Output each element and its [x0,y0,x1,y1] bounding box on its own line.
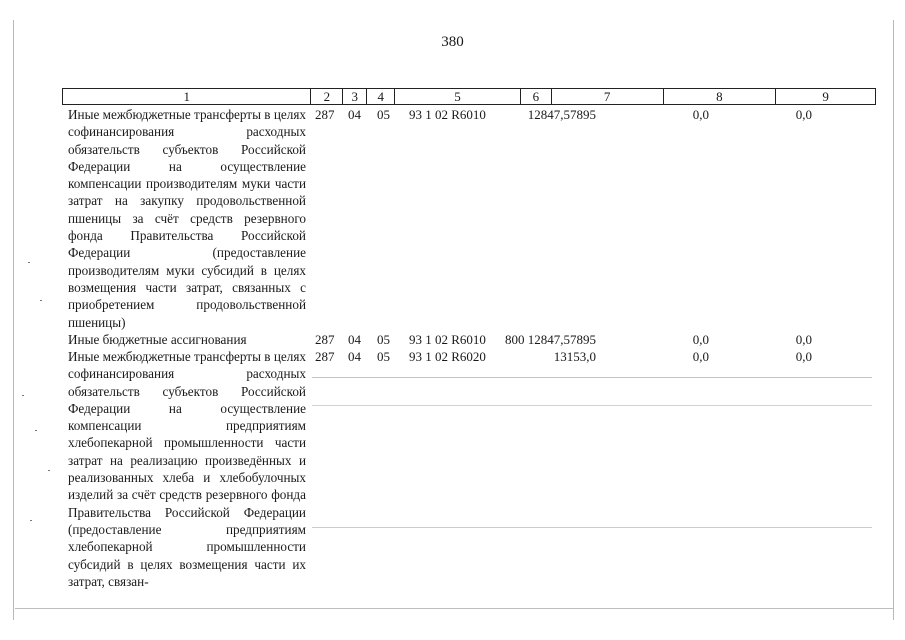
scan-streak [312,527,872,528]
cell-col-5: 93 1 02 R6010 [409,332,486,347]
scan-edge-left [13,20,14,620]
cell-col-4: 05 [377,349,390,364]
cell-col-7: 13153,0 [553,349,596,364]
cell-col-3: 04 [348,332,361,347]
header-col-4: 4 [367,89,395,104]
row-description: Иные бюджетные ассигнования [68,332,247,347]
header-col-2: 2 [311,89,343,104]
header-col-1: 1 [63,89,311,104]
cell-col-3: 04 [348,107,361,122]
scan-speck [40,300,42,301]
scan-speck [28,262,30,263]
scan-speck [30,520,32,521]
header-col-6: 6 [521,89,552,104]
cell-col-7: 12847,57895 [527,332,596,347]
header-col-7: 7 [552,89,664,104]
cell-col-4: 05 [377,332,390,347]
cell-col-2: 287 [315,332,335,347]
scan-edge-right [893,20,894,620]
cell-col-5: 93 1 02 R6020 [409,349,486,364]
scan-streak [15,608,893,609]
cell-col-5: 93 1 02 R6010 [409,107,486,122]
cell-col-8: 0,0 [692,332,709,347]
row-description: Иные межбюджетные трансферты в целях софинансирования расходных обязательств субъектов Российской Федерации на осуществление компенсации предприятиям хлебопекарной промышленности части затрат на реализацию произведённых и реализованных хлеба и хлебобулочных изделий за счёт средств резервного фонда Правительства Российской Федерации (предоставление предприятиям хлебопекарной промышленности субсидий в целях возмещения части их затрат, связан- [68,349,306,589]
scan-speck [35,430,37,431]
scan-speck [48,470,50,471]
table-header [62,88,876,105]
cell-col-8: 0,0 [692,107,709,122]
header-col-3: 3 [343,89,367,104]
scan-streak [312,377,872,378]
row-description: Иные межбюджетные трансферты в целях софинансирования расходных обязательств субъектов Российской Федерации на осуществление компенсации производителям муки части затрат на закупку продовольственной пшеницы за счёт средств резервного фонда Правительства Российской Федерации (предоставление производителям муки субсидий в целях возмещения части затрат, связанных с приобретением продовольственной пшеницы) [68,107,306,330]
header-col-8: 8 [664,89,777,104]
cell-col-7: 12847,57895 [527,107,596,122]
cell-col-4: 05 [377,107,390,122]
cell-col-2: 287 [315,107,335,122]
scan-speck [22,395,24,396]
cell-col-8: 0,0 [692,349,709,364]
header-col-9: 9 [822,89,829,104]
cell-col-9: 0,0 [795,349,812,364]
page-number: 380 [441,34,464,50]
cell-col-3: 04 [348,349,361,364]
cell-col-9: 0,0 [795,332,812,347]
cell-col-2: 287 [315,349,335,364]
header-col-5: 5 [395,89,521,104]
scan-streak [312,405,872,406]
cell-col-9: 0,0 [795,107,812,122]
cell-col-6: 800 [505,332,525,347]
